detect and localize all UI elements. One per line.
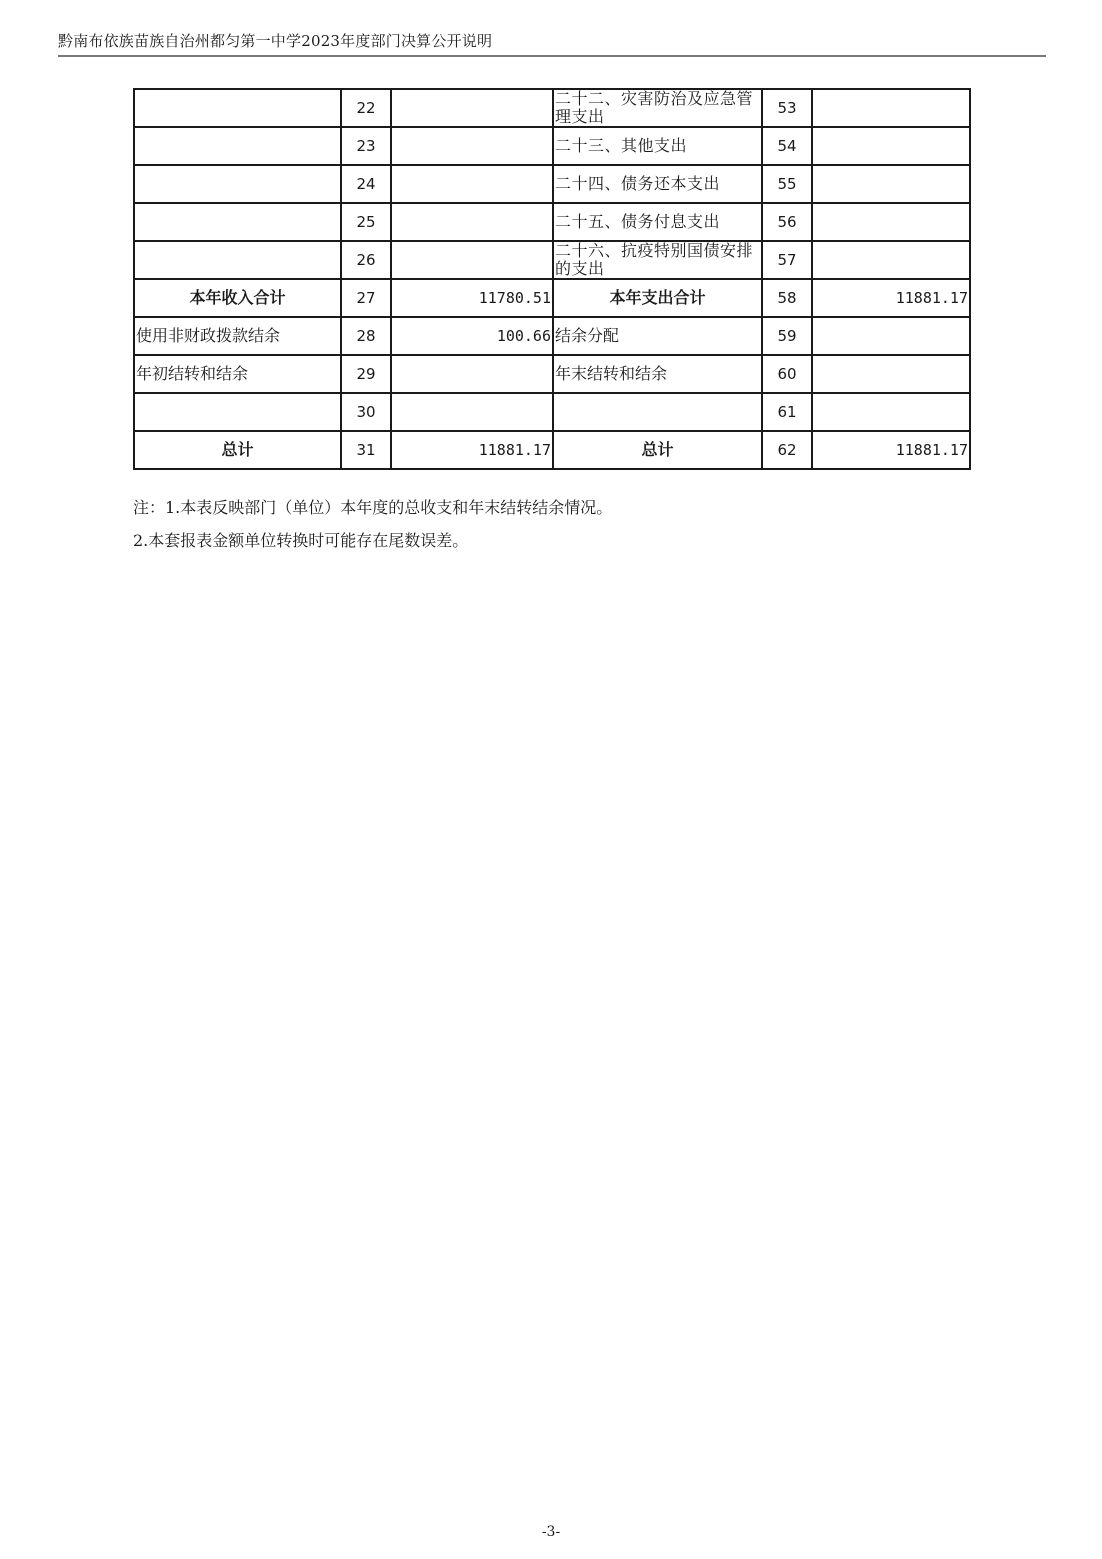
expense-item-cell	[553, 393, 762, 431]
expense-row-number: 55	[762, 165, 812, 203]
expense-amount-cell	[812, 393, 970, 431]
expense-amount-cell	[812, 165, 970, 203]
income-row-number: 30	[341, 393, 391, 431]
expense-item-cell: 二十四、债务还本支出	[553, 165, 762, 203]
expense-amount-cell	[812, 89, 970, 127]
income-subtotal-amount: 11780.51	[391, 279, 553, 317]
expense-subtotal-label: 本年支出合计	[553, 279, 762, 317]
expense-row-number: 62	[762, 431, 812, 469]
income-item-cell: 年初结转和结余	[134, 355, 341, 393]
page-number: -3-	[541, 1524, 561, 1540]
page-header	[58, 28, 1046, 57]
table-row	[134, 241, 970, 279]
income-amount-cell	[391, 165, 553, 203]
income-subtotal-label: 本年收入合计	[134, 279, 341, 317]
income-item-cell	[134, 165, 341, 203]
expense-row-number: 58	[762, 279, 812, 317]
income-row-number: 26	[341, 241, 391, 279]
expense-amount-cell	[812, 241, 970, 279]
expense-item-cell: 二十三、其他支出	[553, 127, 762, 165]
income-row-number: 25	[341, 203, 391, 241]
expense-item-cell: 二十二、灾害防治及应急管理支出	[553, 89, 762, 127]
table-note-1: 注：1.本表反映部门（单位）本年度的总收支和年末结转结余情况。	[133, 498, 613, 517]
expense-subtotal-amount: 11881.17	[812, 279, 970, 317]
income-item-cell: 使用非财政拨款结余	[134, 317, 341, 355]
expense-amount-cell	[812, 203, 970, 241]
income-amount-cell: 100.66	[391, 317, 553, 355]
expense-item-cell: 二十五、债务付息支出	[553, 203, 762, 241]
expense-row-number: 53	[762, 89, 812, 127]
expense-row-number: 57	[762, 241, 812, 279]
income-amount-cell	[391, 241, 553, 279]
table-row	[134, 355, 970, 393]
income-amount-cell	[391, 355, 553, 393]
expense-item-cell: 年末结转和结余	[553, 355, 762, 393]
expense-amount-cell	[812, 355, 970, 393]
table-row	[134, 317, 970, 355]
income-amount-cell	[391, 127, 553, 165]
table-row	[134, 127, 970, 165]
income-item-cell	[134, 203, 341, 241]
income-row-number: 28	[341, 317, 391, 355]
table-row	[134, 393, 970, 431]
expense-item-cell: 二十六、抗疫特别国债安排的支出	[553, 241, 762, 279]
income-row-number: 23	[341, 127, 391, 165]
table-row	[134, 165, 970, 203]
income-total-amount: 11881.17	[391, 431, 553, 469]
table-row	[134, 89, 970, 127]
expense-row-number: 54	[762, 127, 812, 165]
income-item-cell	[134, 241, 341, 279]
expense-item-cell: 结余分配	[553, 317, 762, 355]
income-row-number: 29	[341, 355, 391, 393]
expense-amount-cell	[812, 317, 970, 355]
table-row-subtotal	[134, 279, 970, 317]
income-row-number: 27	[341, 279, 391, 317]
expense-total-label: 总计	[553, 431, 762, 469]
table-row	[134, 203, 970, 241]
income-expense-table	[133, 88, 971, 470]
expense-row-number: 56	[762, 203, 812, 241]
income-amount-cell	[391, 393, 553, 431]
income-amount-cell	[391, 89, 553, 127]
expense-row-number: 60	[762, 355, 812, 393]
document-title: 黔南布依族苗族自治州都匀第一中学2023年度部门决算公开说明	[58, 32, 493, 50]
income-total-label: 总计	[134, 431, 341, 469]
table-note-2: 2.本套报表金额单位转换时可能存在尾数误差。	[133, 531, 469, 550]
income-item-cell	[134, 393, 341, 431]
expense-row-number: 59	[762, 317, 812, 355]
income-item-cell	[134, 127, 341, 165]
expense-amount-cell	[812, 127, 970, 165]
expense-row-number: 61	[762, 393, 812, 431]
income-row-number: 24	[341, 165, 391, 203]
income-amount-cell	[391, 203, 553, 241]
income-row-number: 31	[341, 431, 391, 469]
table-row-total	[134, 431, 970, 469]
income-row-number: 22	[341, 89, 391, 127]
income-item-cell	[134, 89, 341, 127]
expense-total-amount: 11881.17	[812, 431, 970, 469]
